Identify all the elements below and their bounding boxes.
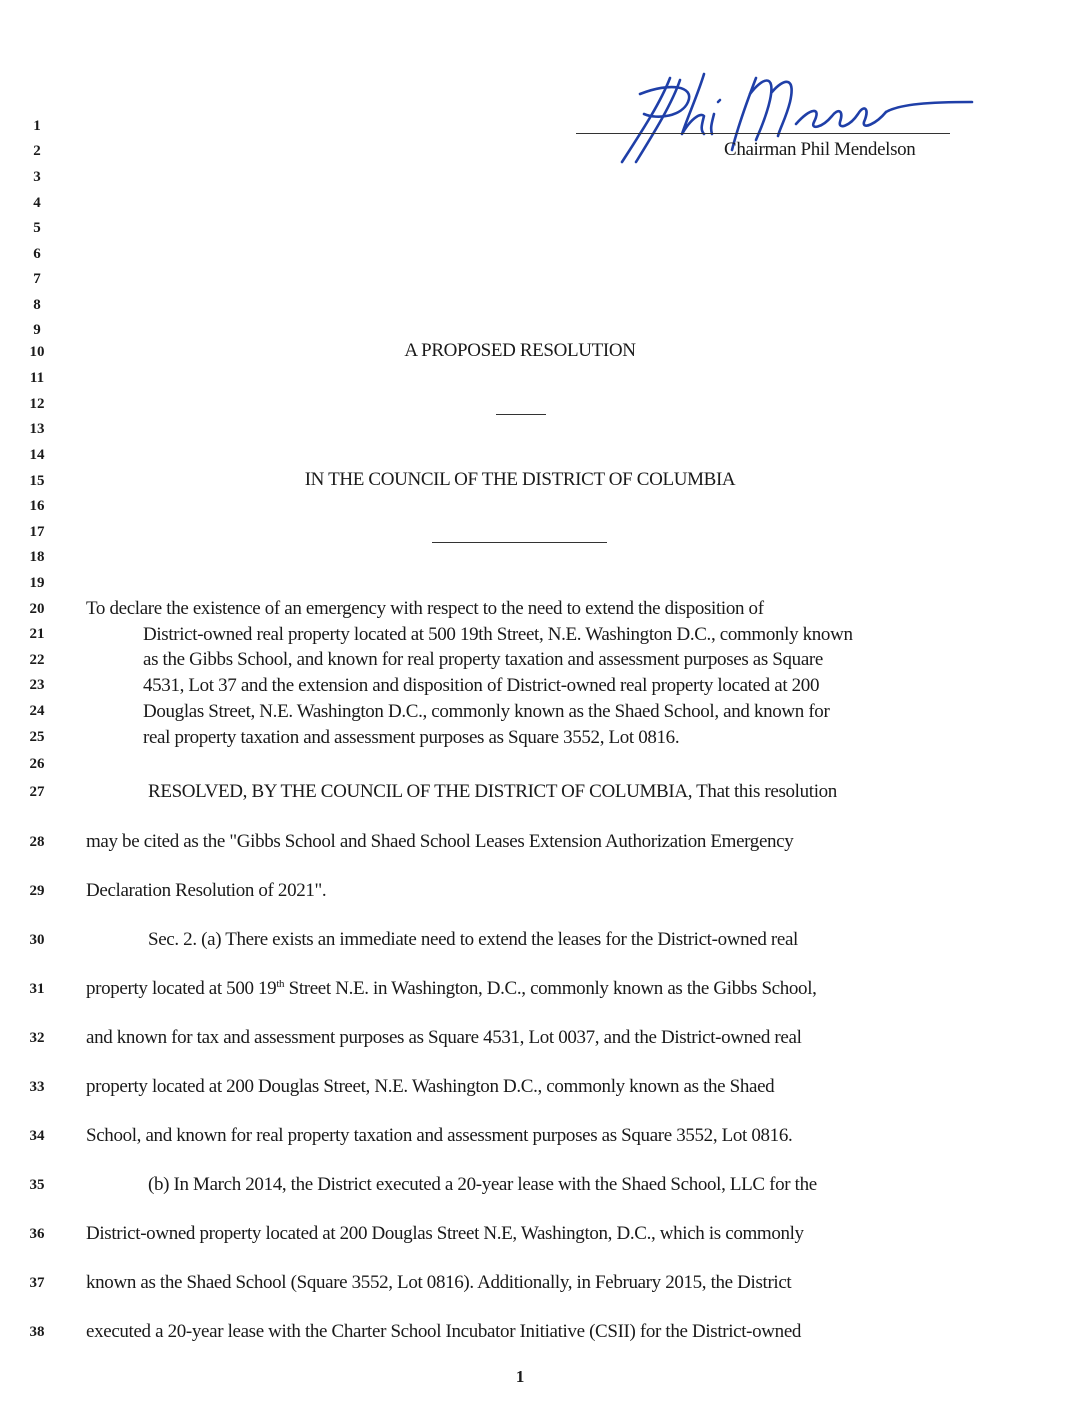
line-number: 33 xyxy=(29,1079,45,1095)
line-number: 31 xyxy=(29,981,45,997)
line-number: 28 xyxy=(29,834,45,850)
body-line: School, and known for real property taxation and assessment purposes as Square 3552, Lot 0816. xyxy=(86,1125,793,1146)
line-number: 26 xyxy=(29,756,45,772)
signature-line xyxy=(576,133,950,134)
body-line: known as the Shaed School (Square 3552, Lot 0816). Additionally, in February 2015, the District xyxy=(86,1272,792,1293)
body-text: property located at 500 19 xyxy=(86,978,277,999)
signer-title: Chairman Phil Mendelson xyxy=(724,139,916,160)
body-line: RESOLVED, BY THE COUNCIL OF THE DISTRICT OF COLUMBIA, That this resolution xyxy=(148,781,837,802)
body-line: may be cited as the "Gibbs School and Shaed School Leases Extension Authorization Emergency xyxy=(86,831,794,852)
line-number: 34 xyxy=(29,1128,45,1144)
superscript: th xyxy=(276,978,285,990)
line-number: 13 xyxy=(29,421,45,437)
line-number: 2 xyxy=(33,143,41,159)
line-number: 4 xyxy=(33,195,41,211)
body-line: Sec. 2. (a) There exists an immediate need to extend the leases for the District-owned real xyxy=(148,929,798,950)
line-number: 36 xyxy=(29,1226,45,1242)
caption-line: real property taxation and assessment purposes as Square 3552, Lot 0816. xyxy=(143,727,680,748)
line-number: 21 xyxy=(29,626,45,642)
line-number: 10 xyxy=(29,344,45,360)
caption-line: as the Gibbs School, and known for real property taxation and assessment purposes as Square xyxy=(143,649,823,670)
line-number: 7 xyxy=(33,271,41,287)
caption-line: To declare the existence of an emergency with respect to the need to extend the disposition of xyxy=(86,598,764,619)
line-number: 23 xyxy=(29,677,45,693)
line-number: 12 xyxy=(29,396,45,412)
line-number: 8 xyxy=(33,297,41,313)
caption-line: 4531, Lot 37 and the extension and disposition of District-owned real property located at 200 xyxy=(143,675,820,696)
line-number: 11 xyxy=(29,370,45,386)
document-title: A PROPOSED RESOLUTION xyxy=(404,340,636,361)
body-line: (b) In March 2014, the District executed a 20-year lease with the Shaed School, LLC for the xyxy=(148,1174,817,1195)
line-number: 30 xyxy=(29,932,45,948)
body-line: Declaration Resolution of 2021". xyxy=(86,880,327,901)
line-number: 1 xyxy=(33,118,41,134)
line-number: 5 xyxy=(33,220,41,236)
line-number: 16 xyxy=(29,498,45,514)
body-text: Street N.E. in Washington, D.C., commonly known as the Gibbs School, xyxy=(284,978,817,999)
line-number: 18 xyxy=(29,549,45,565)
line-number: 15 xyxy=(29,473,45,489)
line-number: 35 xyxy=(29,1177,45,1193)
body-line: executed a 20-year lease with the Charter School Incubator Initiative (CSII) for the District-owned xyxy=(86,1321,802,1342)
line-number: 17 xyxy=(29,524,45,540)
line-number: 14 xyxy=(29,447,45,463)
line-number: 22 xyxy=(29,652,45,668)
body-line: and known for tax and assessment purposes as Square 4531, Lot 0037, and the District-owned real xyxy=(86,1027,802,1048)
page-number: 1 xyxy=(515,1367,525,1386)
caption-line: Douglas Street, N.E. Washington D.C., commonly known as the Shaed School, and known for xyxy=(143,701,830,722)
council-heading: IN THE COUNCIL OF THE DISTRICT OF COLUMBIA xyxy=(304,469,736,490)
title-divider xyxy=(496,414,546,415)
line-number: 25 xyxy=(29,729,45,745)
line-number: 32 xyxy=(29,1030,45,1046)
caption-line: District-owned real property located at 500 19th Street, N.E. Washington D.C., commonly known xyxy=(143,624,853,645)
body-line: District-owned property located at 200 Douglas Street N.E, Washington, D.C., which is commonly xyxy=(86,1223,804,1244)
line-number: 29 xyxy=(29,883,45,899)
line-number: 19 xyxy=(29,575,45,591)
line-number: 6 xyxy=(33,246,41,262)
body-line xyxy=(86,979,817,998)
line-number: 9 xyxy=(33,322,41,338)
line-number: 3 xyxy=(33,169,41,185)
line-number: 37 xyxy=(29,1275,45,1291)
body-line: property located at 200 Douglas Street, N.E. Washington D.C., commonly known as the Shaed xyxy=(86,1076,775,1097)
line-number: 20 xyxy=(29,601,45,617)
line-number: 38 xyxy=(29,1324,45,1340)
line-number: 24 xyxy=(29,703,45,719)
council-divider xyxy=(432,542,607,543)
line-number: 27 xyxy=(29,784,45,800)
